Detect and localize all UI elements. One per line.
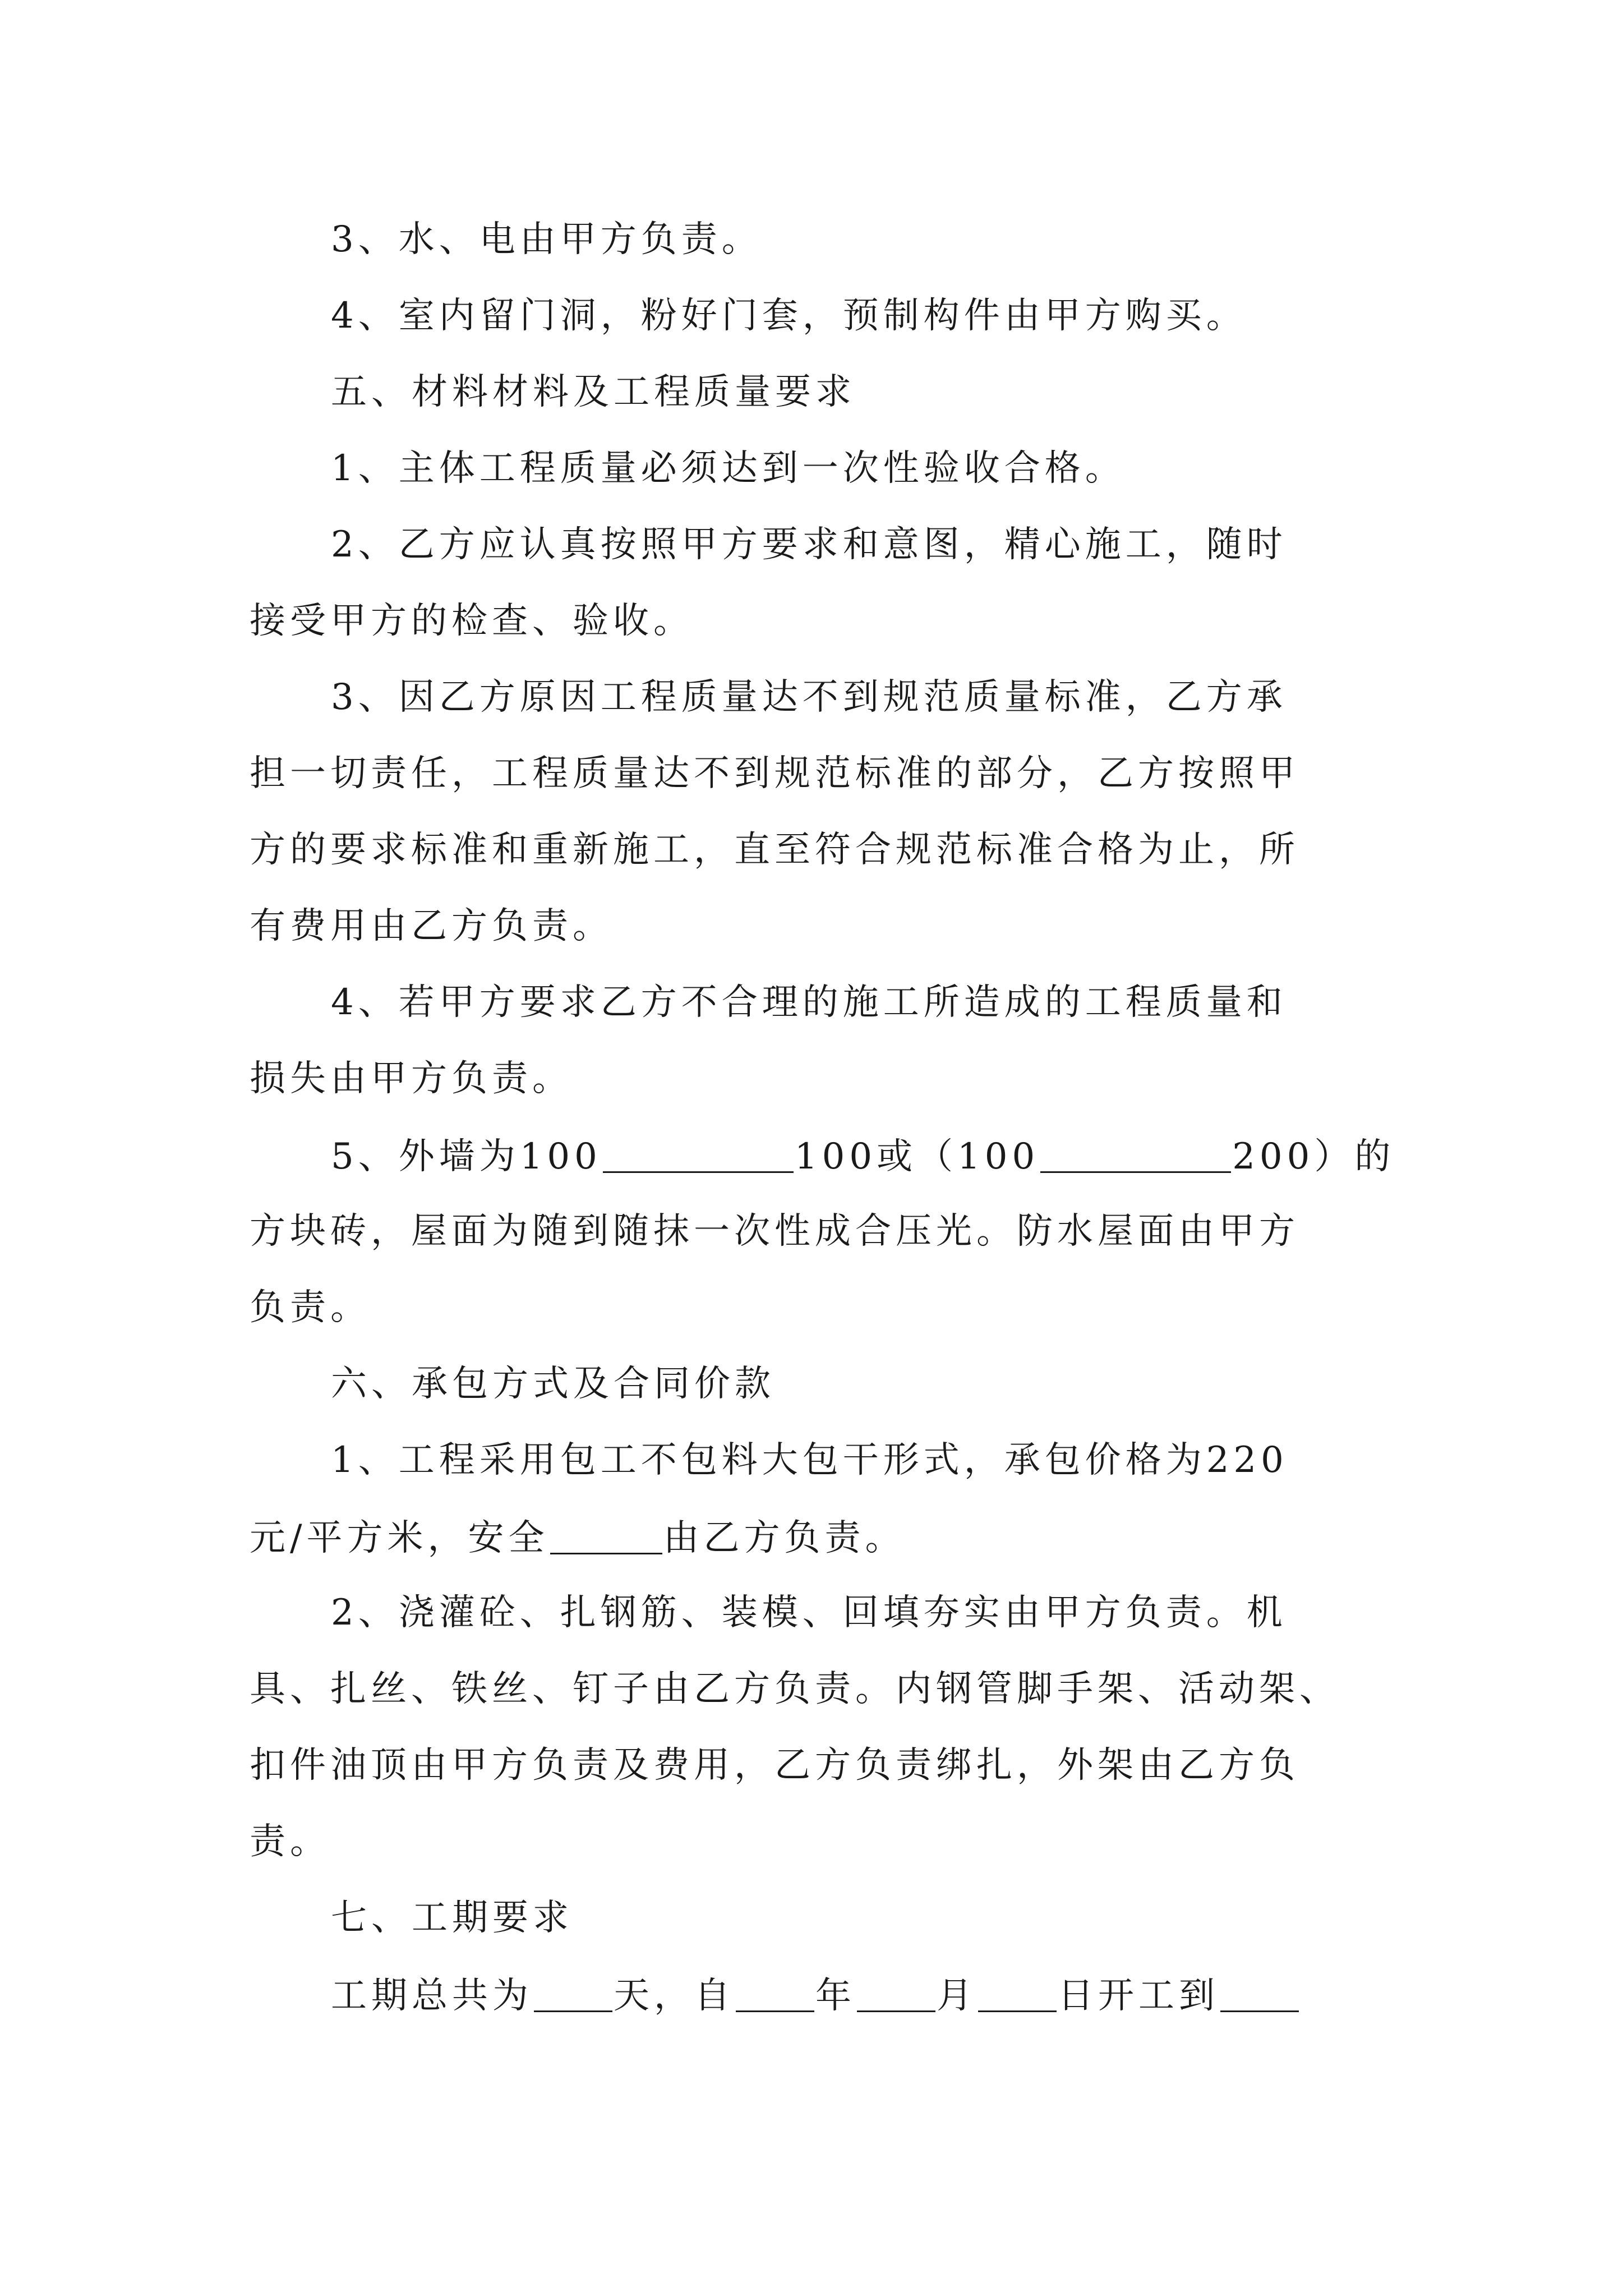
- clause-quality-3-line3: 方的要求标准和重新施工，直至符合规范标准合格为止，所: [250, 829, 1299, 871]
- clause-quality-4-line1: 4、若甲方要求乙方不合理的施工所造成的工程质量和: [331, 982, 1287, 1023]
- clause-text: 元/平方米，安全: [250, 1517, 549, 1559]
- clause-text: 天，自: [614, 1975, 735, 2017]
- clause-quality-3-line4: 有费用由乙方负责。: [250, 905, 613, 947]
- clause-5-3: 3、水、电由甲方负责。: [331, 219, 762, 260]
- clause-quality-4-line2: 损失由甲方负责。: [250, 1058, 573, 1099]
- clause-quality-2-line1: 2、乙方应认真按照甲方要求和意图，精心施工，随时: [331, 524, 1287, 565]
- clause-quality-1: 1、主体工程质量必须达到一次性验收合格。: [331, 448, 1126, 489]
- clause-contract-1-line1: 1、工程采用包工不包料大包干形式，承包价格为220: [331, 1439, 1288, 1481]
- clause-contract-2-line4: 责。: [250, 1821, 330, 1862]
- clause-quality-3-line2: 担一切责任，工程质量达不到规范标准的部分，乙方按照甲: [250, 753, 1299, 794]
- blank-underline: [603, 1137, 794, 1173]
- blank-underline: [550, 1519, 662, 1554]
- blank-underline: [534, 1976, 612, 2012]
- clause-text: 5、外墙为100: [331, 1136, 602, 1178]
- clause-text: 年: [815, 1975, 856, 2017]
- clause-quality-5-line1: [331, 1136, 1464, 1178]
- clause-quality-5-line2: 方块砖，屋面为随到随抹一次性成合压光。防水屋面由甲方: [250, 1211, 1299, 1252]
- blank-underline: [736, 1976, 814, 2012]
- clause-text: 日开工到: [1058, 1975, 1219, 2017]
- blank-underline: [857, 1976, 935, 2012]
- clause-quality-5-line3: 负责。: [250, 1287, 371, 1328]
- clause-contract-1-line2: [250, 1517, 1382, 1559]
- clause-contract-2-line2: 具、扎丝、铁丝、钉子由乙方负责。内钢管脚手架、活动架、: [250, 1668, 1340, 1710]
- clause-quality-3-line1: 3、因乙方原因工程质量达不到规范质量标准，乙方承: [331, 677, 1287, 718]
- clause-text: 200）的: [1232, 1136, 1395, 1178]
- blank-underline: [978, 1976, 1057, 2012]
- blank-underline: [1220, 1976, 1299, 2012]
- clause-text: 工期总共为: [331, 1975, 533, 2017]
- clause-text: 月: [937, 1975, 977, 2017]
- clause-contract-2-line1: 2、浇灌砼、扎钢筋、装模、回填夯实由甲方负责。机: [331, 1592, 1287, 1634]
- clause-text: 100或（100: [794, 1136, 1040, 1178]
- section-heading-6: 六、承包方式及合同价款: [331, 1363, 775, 1405]
- clause-text: 由乙方负责。: [663, 1517, 906, 1559]
- clause-quality-2-line2: 接受甲方的检查、验收。: [250, 600, 694, 642]
- clause-5-4: 4、室内留门洞，粉好门套，预制构件由甲方购买。: [331, 295, 1247, 337]
- section-heading-7: 七、工期要求: [331, 1897, 573, 1939]
- section-heading-5: 五、材料材料及工程质量要求: [331, 371, 856, 413]
- clause-contract-2-line3: 扣件油顶由甲方负责及费用，乙方负责绑扎，外架由乙方负: [250, 1745, 1299, 1786]
- blank-underline: [1040, 1137, 1231, 1173]
- clause-schedule-line1: [331, 1975, 1464, 2017]
